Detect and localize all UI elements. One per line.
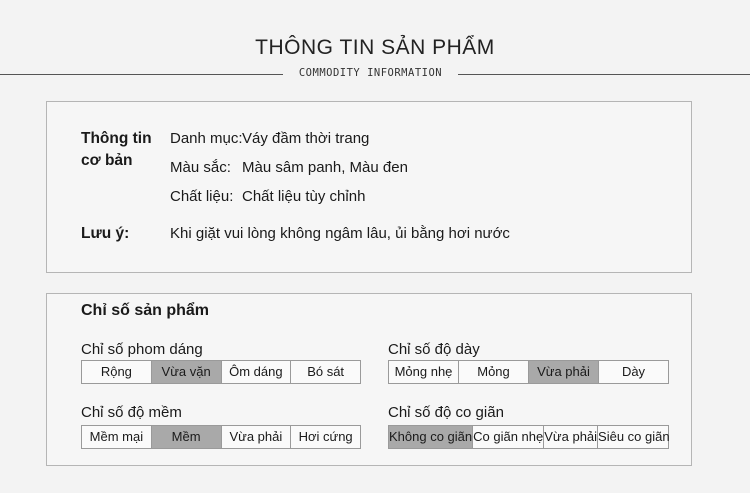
- elasticity-option: Co giãn nhẹ: [473, 426, 544, 448]
- material-key: Chất liệu:: [170, 188, 234, 205]
- thickness-option: Vừa phải: [529, 361, 599, 383]
- thickness-option: Mỏng nhẹ: [389, 361, 459, 383]
- basic-info-label-line1: Thông tin: [81, 130, 152, 147]
- elasticity-scale-label: Chỉ số độ co giãn: [388, 404, 504, 421]
- product-index-title: Chỉ số sản phẩm: [81, 302, 210, 319]
- elasticity-option: Vừa phải: [544, 426, 598, 448]
- fit-option: Ôm dáng: [222, 361, 292, 383]
- thickness-option: Mỏng: [459, 361, 529, 383]
- basic-info-label-line2: cơ bản: [81, 152, 133, 169]
- elasticity-option: Không co giãn: [389, 426, 473, 448]
- color-key: Màu sắc:: [170, 159, 231, 176]
- softness-scale: [81, 425, 361, 449]
- softness-scale-label: Chỉ số độ mềm: [81, 404, 182, 421]
- title-divider-left: [0, 74, 283, 75]
- fit-scale-label: Chỉ số phom dáng: [81, 341, 203, 358]
- fit-option: Rộng: [82, 361, 152, 383]
- thickness-scale: [388, 360, 669, 384]
- material-value: Chất liệu tùy chỉnh: [242, 188, 366, 205]
- color-value: Màu sâm panh, Màu đen: [242, 159, 408, 176]
- category-key: Danh mục:: [170, 130, 243, 147]
- elasticity-scale: [388, 425, 669, 449]
- basic-info-label: [81, 128, 152, 172]
- basic-info-panel: [46, 101, 692, 273]
- fit-option: Bó sát: [307, 364, 345, 379]
- fit-option: Vừa vặn: [152, 361, 222, 383]
- page-title: THÔNG TIN SẢN PHẨM: [255, 36, 495, 59]
- thickness-option: Dày: [621, 364, 646, 379]
- title-divider-right: [458, 74, 750, 75]
- softness-option: Hơi cứng: [298, 429, 353, 444]
- note-value: Khi giặt vui lòng không ngâm lâu, ủi bằng hơi nước: [170, 225, 510, 242]
- elasticity-option: Siêu co giãn: [598, 429, 670, 444]
- fit-scale: [81, 360, 361, 384]
- thickness-scale-label: Chỉ số độ dày: [388, 341, 480, 358]
- category-value: Váy đầm thời trang: [242, 130, 370, 147]
- softness-option: Vừa phải: [222, 426, 292, 448]
- note-label: Lưu ý:: [81, 225, 130, 242]
- softness-option: Mềm: [152, 426, 222, 448]
- page-subtitle: COMMODITY INFORMATION: [298, 67, 443, 79]
- softness-option: Mềm mại: [82, 426, 152, 448]
- product-index-panel: [46, 293, 692, 466]
